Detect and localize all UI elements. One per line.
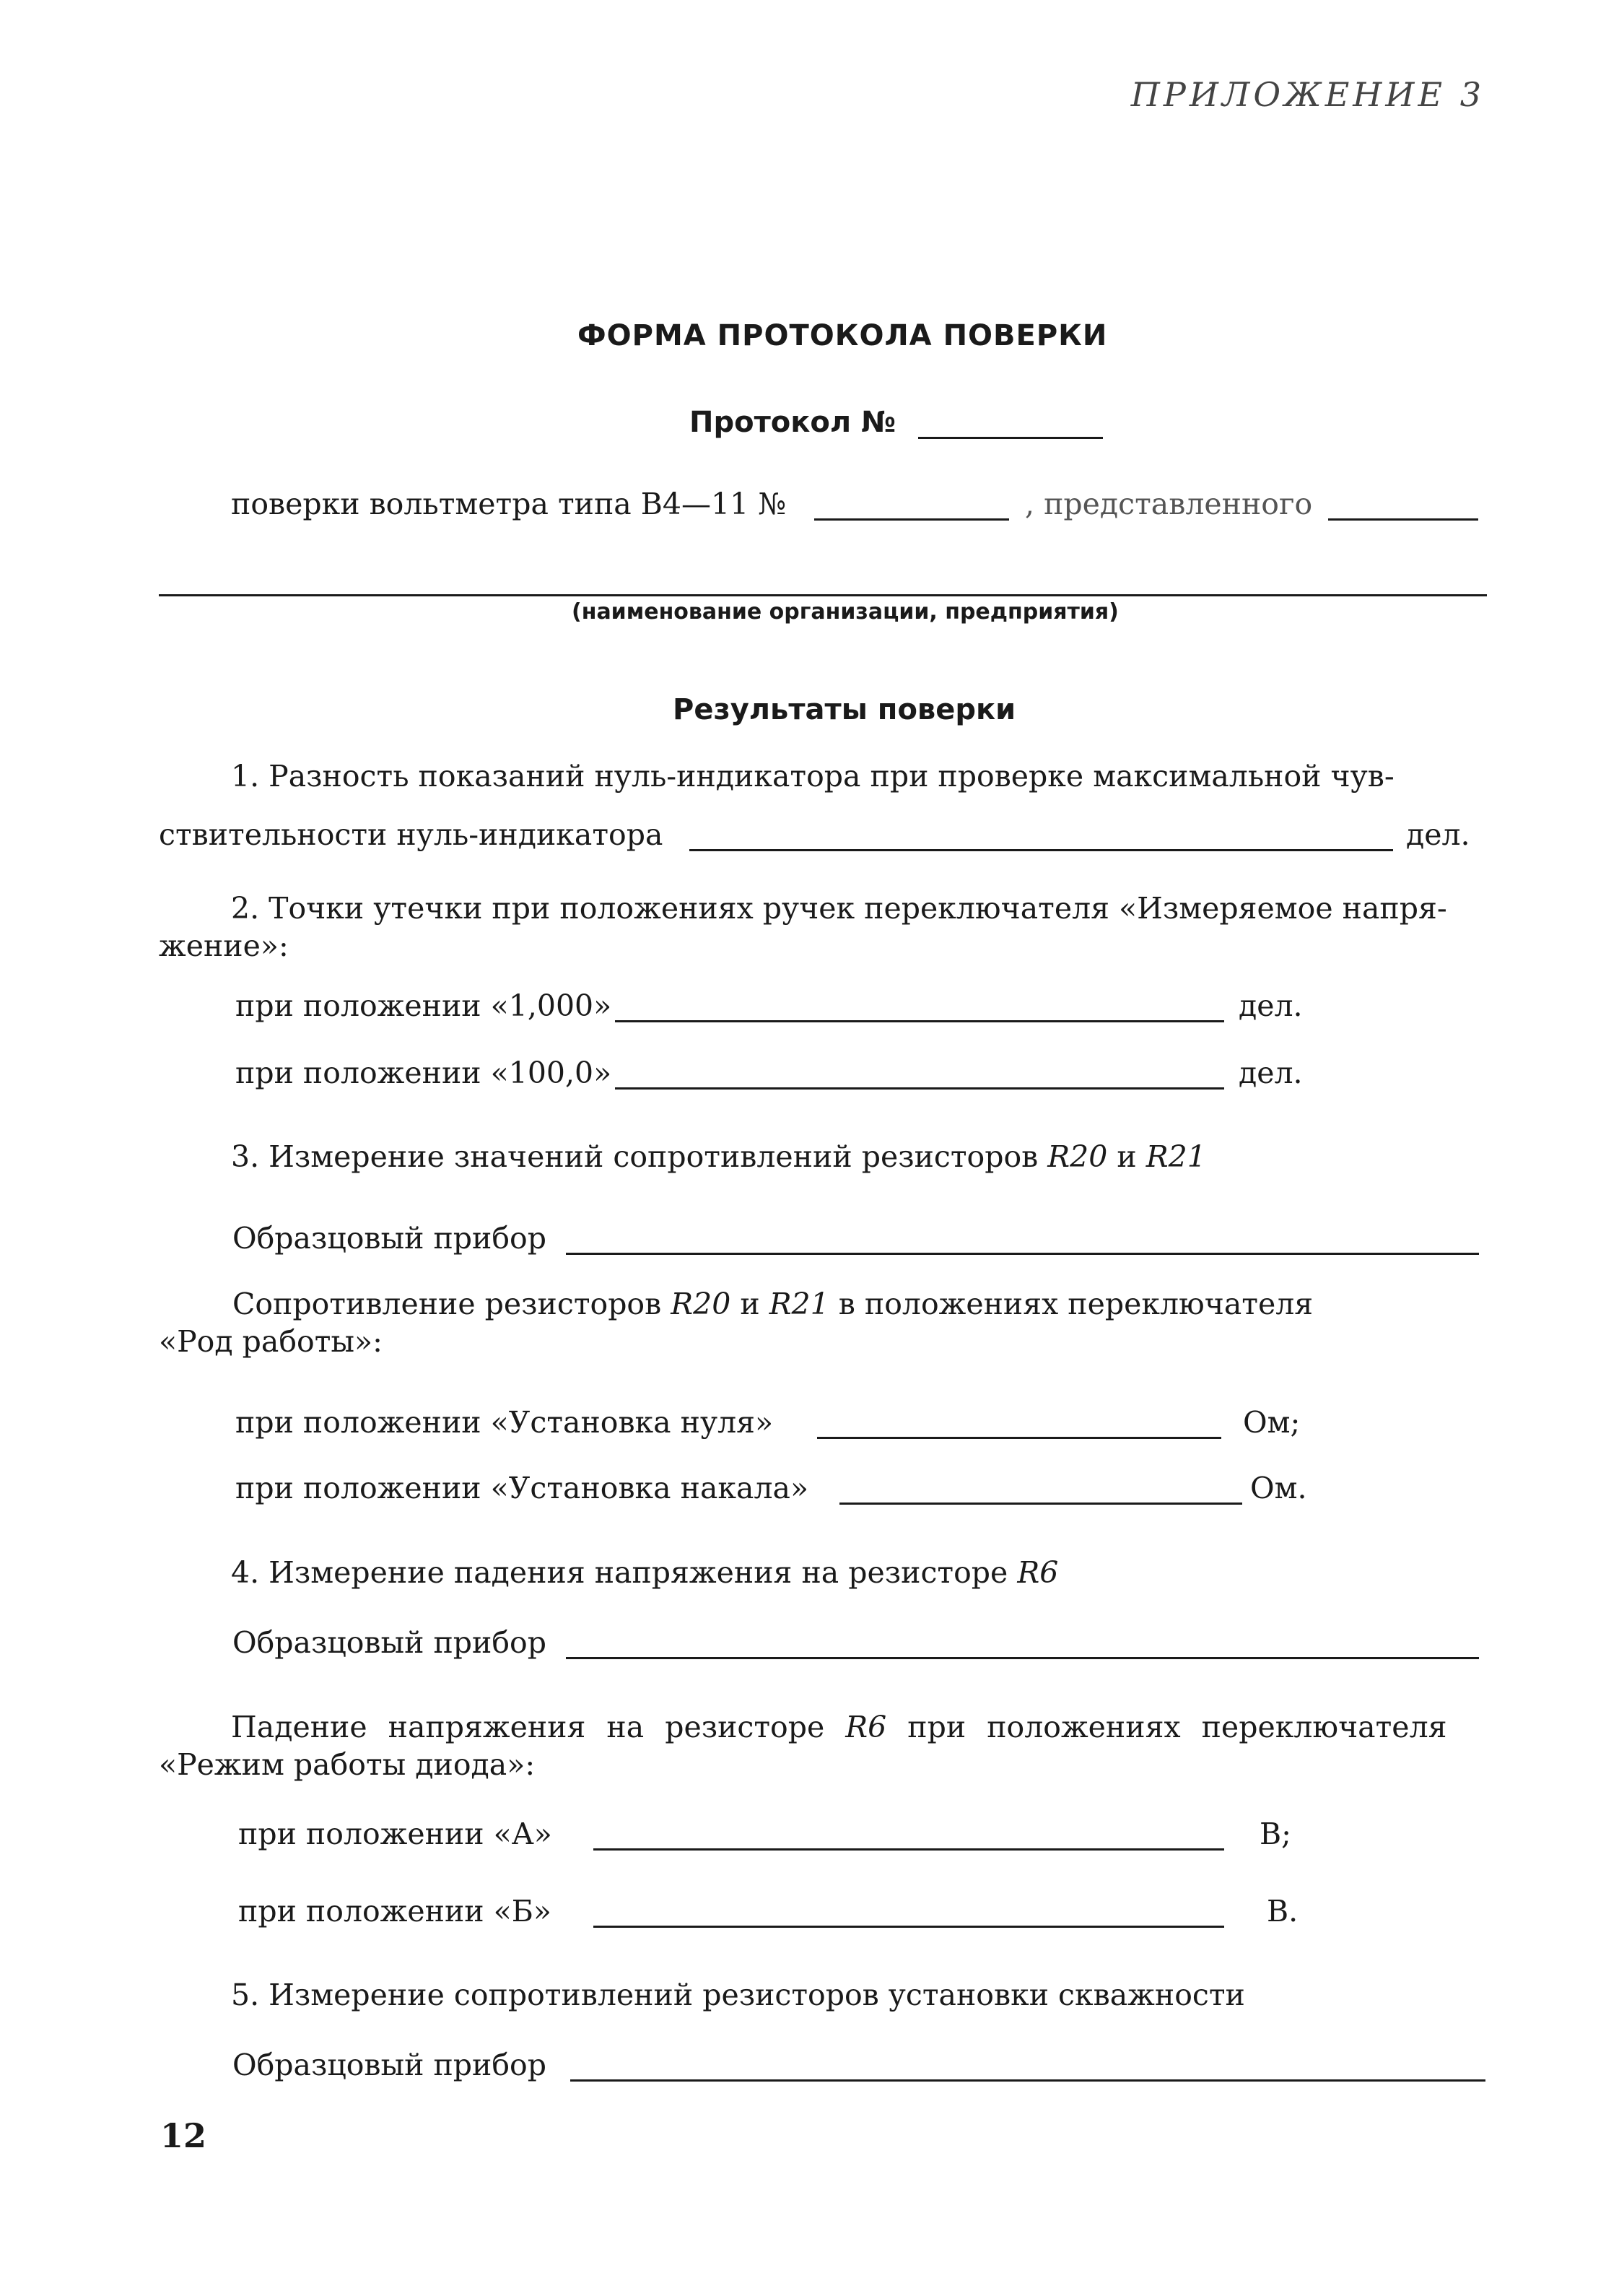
- item-3-position-filament: при положении «Установка накала»: [235, 1471, 809, 1505]
- item-3-and: и: [1107, 1139, 1146, 1174]
- item-5-heading: 5. Измерение сопротивлений резисторов установки скважности: [231, 1978, 1245, 2012]
- resistor-r20-2: R20: [671, 1287, 731, 1321]
- item-3-unit-1: Ом;: [1243, 1405, 1301, 1440]
- item-5-reference-label: Образцовый прибор: [232, 2048, 546, 2082]
- resistor-r6: R6: [1017, 1555, 1059, 1590]
- item-1-line-2: ствительности нуль-индикатора: [159, 817, 663, 852]
- item-3-reference-label: Образцовый прибор: [232, 1221, 546, 1256]
- item-4-position-a: при положении «А»: [238, 1817, 552, 1851]
- presented-by-field-short[interactable]: [1328, 518, 1478, 521]
- item-3-resistance-text-a: Сопротивление резисторов: [232, 1287, 671, 1321]
- resistor-r21-2: R21: [769, 1287, 829, 1321]
- item-4-drop-text-a: Падение напряжения на резисторе: [231, 1710, 846, 1744]
- item-1-unit: дел.: [1406, 817, 1470, 852]
- page-number: 12: [160, 2116, 207, 2155]
- item-5-reference-field[interactable]: [570, 2079, 1485, 2082]
- presented-by-field-long[interactable]: [159, 594, 1487, 596]
- appendix-label: ПРИЛОЖЕНИЕ 3: [1130, 75, 1485, 114]
- verification-line: поверки вольтметра типа В4—11 №: [231, 487, 786, 521]
- item-4-unit-1: В;: [1260, 1817, 1291, 1851]
- item-2-unit-1: дел.: [1239, 988, 1303, 1023]
- resistor-r20: R20: [1047, 1139, 1108, 1174]
- item-4-a-field[interactable]: [593, 1848, 1224, 1851]
- item-1-value-field[interactable]: [689, 849, 1393, 851]
- item-3-filament-field[interactable]: [839, 1503, 1242, 1505]
- resistor-r6-2: R6: [845, 1710, 887, 1744]
- presented-label: , представленного: [1025, 487, 1313, 521]
- item-3-position-zero: при положении «Установка нуля»: [235, 1405, 774, 1440]
- item-2-value-100-field[interactable]: [615, 1087, 1224, 1090]
- protocol-label: Протокол №: [689, 406, 896, 439]
- item-2-unit-2: дел.: [1239, 1056, 1303, 1090]
- item-4-line-2: «Режим работы диода»:: [159, 1747, 536, 1782]
- item-2-line-1: 2. Точки утечки при положениях ручек переключателя «Измеряемое напря-: [231, 891, 1447, 926]
- item-3-line-2: «Род работы»:: [159, 1324, 383, 1359]
- item-4-unit-2: В.: [1267, 1894, 1299, 1928]
- org-caption: (наименование организации, предприятия): [572, 599, 1119, 625]
- item-3-reference-field[interactable]: [566, 1253, 1479, 1255]
- item-4-heading: [231, 1555, 1059, 1590]
- item-4-b-field[interactable]: [593, 1926, 1224, 1928]
- resistor-r21: R21: [1145, 1139, 1206, 1174]
- item-3-unit-2: Ом.: [1250, 1471, 1307, 1505]
- item-4-reference-field[interactable]: [566, 1657, 1479, 1659]
- form-title: ФОРМА ПРОТОКОЛА ПОВЕРКИ: [577, 319, 1108, 352]
- item-2-position-1000: при положении «1,000»: [235, 988, 612, 1023]
- item-4-reference-label: Образцовый прибор: [232, 1625, 546, 1660]
- protocol-number-field[interactable]: [918, 437, 1103, 439]
- item-2-value-1000-field[interactable]: [615, 1020, 1224, 1022]
- item-4-drop-text-b: при положениях переключателя: [886, 1710, 1447, 1744]
- serial-number-field[interactable]: [814, 518, 1009, 521]
- item-3-heading: [231, 1139, 1206, 1174]
- item-4-drop-line: [231, 1710, 1447, 1744]
- item-2-line-2: жение»:: [159, 929, 289, 963]
- item-4-heading-text: 4. Измерение падения напряжения на резисторе: [231, 1555, 1018, 1590]
- item-3-resistance-text-b: и: [730, 1287, 769, 1321]
- results-heading: Результаты поверки: [673, 693, 1016, 726]
- item-3-zero-field[interactable]: [817, 1437, 1221, 1439]
- item-1-line-1: 1. Разность показаний нуль-индикатора при проверке максимальной чув-: [231, 759, 1395, 793]
- item-2-position-100: при положении «100,0»: [235, 1056, 612, 1090]
- item-3-resistance-text-c: в положениях переключателя: [829, 1287, 1314, 1321]
- item-3-heading-text: 3. Измерение значений сопротивлений резисторов: [231, 1139, 1048, 1174]
- item-3-resistance-line: [232, 1287, 1314, 1321]
- item-4-position-b: при положении «Б»: [238, 1894, 551, 1928]
